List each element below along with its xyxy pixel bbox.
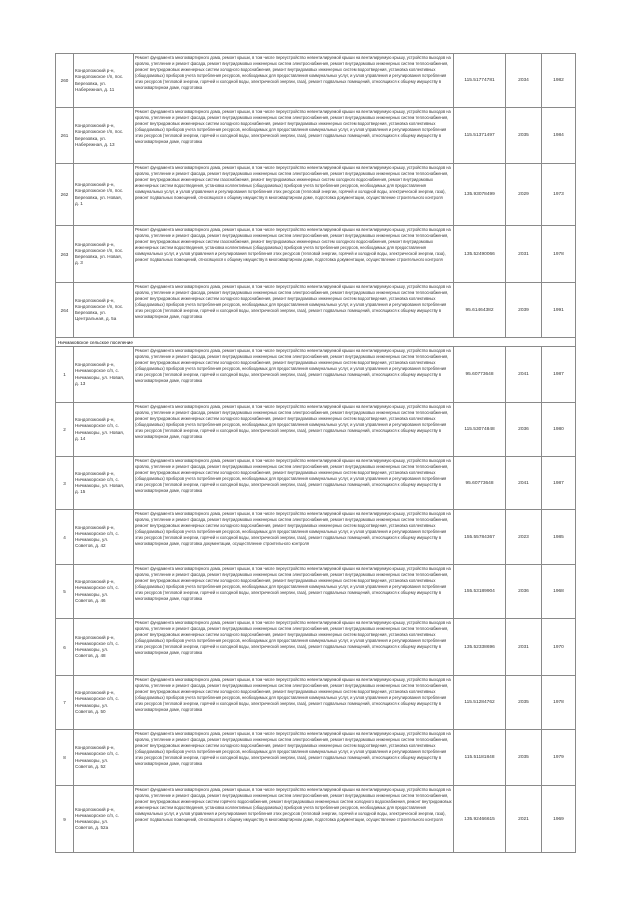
section-header-row [56,338,576,347]
planned-year-cell: 2041 [506,457,542,510]
section-title: Ничмаковское сельское поселение [56,338,454,347]
works-list-cell: Ремонт фундамента многоквартирного дома, ремонт крыши, в том числе переустройство невентилируемой крыши на вентилируемую крышу, устройство выходов на кровлю, утепление и ремонт фасада, ремонт внутридомовых инженерных систем электроснабжения, ремонт внутридомовых инженерных систем теплоснабжения, ремонт внутридомовых инженерных систем газоснабжения, ремонт внутридомовых инженерных систем холодного водоснабжения, ремонт внутридомовых инженерных систем водоотведения, установка коллективных (общедомовых) приборов учета потребления ресурсов, необходимых для предоставления коммунальных услуг, и узлов управления и регулирования потребления этих ресурсов (тепловой энергии, горячей и холодной воды, электрической энергии, газа), ремонт подвальных помещений, относящихся к общему имуществу в многоквартирном доме, подготовка документации, осуществление строительного контроля [134,226,454,283]
works-list-cell: Ремонт фундамента многоквартирного дома, ремонт крыши, в том числе переустройство невентилируемой крыши на вентилируемую крышу, устройство выходов на кровлю, утепление и ремонт фасада, ремонт внутридомовых инженерных систем электроснабжения, ремонт внутридомовых инженерных систем теплоснабжения, ремонт внутридомовых инженерных систем холодного водоснабжения, ремонт внутридомовых инженерных систем водоотведения, установка коллективных (общедомовых) приборов учета потребления ресурсов, необходимых для предоставления коммунальных услуг, и узлов управления и регулирования потребления этих ресурсов (тепловой энергии, горячей и холодной воды, электрической энергии, газа), ремонт подвальных помещений, относящихся к общему имуществу в многоквартирном доме, подготовка [134,54,454,108]
build-year-cell: 1979 [542,730,576,786]
row-number-cell: 263 [56,226,74,283]
row-number-cell: 260 [56,54,74,108]
row-number-cell: 264 [56,283,74,338]
build-year-cell: 1987 [542,347,576,403]
build-year-cell: 1980 [542,403,576,457]
planned-year-cell: 2036 [506,565,542,619]
planned-year-cell: 2031 [506,619,542,676]
table-row [56,403,576,457]
build-year-cell: 1970 [542,619,576,676]
address-cell: Кондопожский р-н, Кондопожское г/п, пос. Березовка, ул. Новая, д. 3 [74,226,134,283]
works-list-cell: Ремонт фундамента многоквартирного дома, ремонт крыши, в том числе переустройство невентилируемой крыши на вентилируемую крышу, устройство выходов на кровлю, утепление и ремонт фасада, ремонт внутридомовых инженерных систем электроснабжения, ремонт внутридомовых инженерных систем теплоснабжения, ремонт внутридомовых инженерных систем холодного водоснабжения, ремонт внутридомовых инженерных систем водоотведения, установка коллективных (общедомовых) приборов учета потребления ресурсов, необходимых для предоставления коммунальных услуг, и узлов управления и регулирования потребления этих ресурсов (тепловой энергии, горячей и холодной воды, электрической энергии, газа), ремонт подвальных помещений, относящихся к общему имуществу в многоквартирном доме, подготовка [134,676,454,730]
cost-cell: 135.52490066 [454,226,506,283]
table-row [56,347,576,403]
address-cell: Кондопожский р-н, Ничмакорское с/п, с. Ничмакоры, ул. Новая, д. 13 [74,347,134,403]
planned-year-cell: 2031 [506,226,542,283]
table-row [56,54,576,108]
table-row [56,565,576,619]
build-year-cell: 1978 [542,226,576,283]
capital-repair-table [55,53,576,853]
row-number-cell: 1 [56,347,74,403]
planned-year-cell: 2023 [506,510,542,565]
planned-year-cell: 2036 [506,403,542,457]
section-header-group [56,338,576,347]
row-number-cell: 4 [56,510,74,565]
table-row [56,226,576,283]
row-number-cell: 3 [56,457,74,510]
planned-year-cell: 2041 [506,347,542,403]
cost-cell: 95.60773648 [454,347,506,403]
works-list-cell: Ремонт фундамента многоквартирного дома, ремонт крыши, в том числе переустройство невентилируемой крыши на вентилируемую крышу, устройство выходов на кровлю, утепление и ремонт фасада, ремонт внутридомовых инженерных систем электроснабжения, ремонт внутридомовых инженерных систем теплоснабжения, ремонт внутридомовых инженерных систем холодного водоснабжения, ремонт внутридомовых инженерных систем водоотведения, установка коллективных (общедомовых) приборов учета потребления ресурсов, необходимых для предоставления коммунальных услуг, и узлов управления и регулирования потребления этих ресурсов (тепловой энергии, горячей и холодной воды, электрической энергии, газа), ремонт подвальных помещений, относящихся к общему имуществу в многоквартирном доме, подготовка [134,457,454,510]
table-row [56,619,576,676]
planned-year-cell: 2034 [506,54,542,108]
build-year-cell: 1987 [542,457,576,510]
row-number-cell: 9 [56,786,74,853]
table-row [56,108,576,164]
cost-cell: 135.52338696 [454,619,506,676]
section-spacer [506,338,542,347]
address-cell: Кондопожский р-н, Ничмакорское с/п, с. Ничмакоры, ул. Советов, д. 42 [74,510,134,565]
planned-year-cell: 2021 [506,786,542,853]
row-number-cell: 5 [56,565,74,619]
planned-year-cell: 2035 [506,676,542,730]
table-row [56,164,576,226]
works-list-cell: Ремонт фундамента многоквартирного дома, ремонт крыши, в том числе переустройство невентилируемой крыши на вентилируемую крышу, устройство выходов на кровлю, утепление и ремонт фасада, ремонт внутридомовых инженерных систем электроснабжения, ремонт внутридомовых инженерных систем теплоснабжения, ремонт внутридомовых инженерных систем горячего водоснабжения, ремонт внутридомовых инженерных систем холодного водоснабжения, ремонт внутридомовых инженерных систем водоотведения, установка коллективных (общедомовых) приборов учета потребления ресурсов, необходимых для предоставления коммунальных услуг, и узлов управления и регулирования потребления этих ресурсов (тепловой энергии, горячей и холодной воды, электрической энергии, газа), ремонт подвальных помещений, относящихся к общему имуществу в многоквартирном доме, подготовка документации, осуществление строительного контроля [134,786,454,853]
row-number-cell: 2 [56,403,74,457]
cost-cell: 95.60773648 [454,457,506,510]
cost-cell: 155.53189904 [454,565,506,619]
address-cell: Кондопожский р-н, Ничмакорское с/п, с. Ничмакоры, ул. Советов, д. 52 [74,730,134,786]
row-number-cell: 7 [56,676,74,730]
table-row [56,510,576,565]
works-list-cell: Ремонт фундамента многоквартирного дома, ремонт крыши, в том числе переустройство невентилируемой крыши на вентилируемую крышу, устройство выходов на кровлю, утепление и ремонт фасада, ремонт внутридомовых инженерных систем электроснабжения, ремонт внутридомовых инженерных систем теплоснабжения, ремонт внутридомовых инженерных систем холодного водоснабжения, ремонт внутридомовых инженерных систем водоотведения, установка коллективных (общедомовых) приборов учета потребления ресурсов, необходимых для предоставления коммунальных услуг, и узлов управления и регулирования потребления этих ресурсов (тепловой энергии, горячей и холодной воды, электрической энергии, газа), ремонт подвальных помещений, относящихся к общему имуществу в многоквартирном доме, подготовка [134,403,454,457]
section-spacer [454,338,506,347]
address-cell: Кондопожский р-н, Ничмакорское с/п, с. Ничмакоры, ул. Новая, д. 15 [74,457,134,510]
address-cell: Кондопожский р-н, Ничмакорское с/п, с. Ничмакоры, ул. Советов, д. 50 [74,676,134,730]
planned-year-cell: 2039 [506,283,542,338]
cost-cell: 135.92466615 [454,786,506,853]
planned-year-cell: 2035 [506,730,542,786]
table-row [56,730,576,786]
works-list-cell: Ремонт фундамента многоквартирного дома, ремонт крыши, в том числе переустройство невентилируемой крыши на вентилируемую крышу, устройство выходов на кровлю, утепление и ремонт фасада, ремонт внутридомовых инженерных систем электроснабжения, ремонт внутридомовых инженерных систем теплоснабжения, ремонт внутридомовых инженерных систем холодного водоснабжения, ремонт внутридомовых инженерных систем водоотведения, установка коллективных (общедомовых) приборов учета потребления ресурсов, необходимых для предоставления коммунальных услуг, и узлов управления и регулирования потребления этих ресурсов (тепловой энергии, горячей и холодной воды, электрической энергии, газа), ремонт подвальных помещений, относящихся к общему имуществу в многоквартирном доме, подготовка документации, осуществление строительного контроля [134,510,454,565]
build-year-cell: 1968 [542,565,576,619]
build-year-cell: 1978 [542,676,576,730]
address-cell: Кондопожский р-н, Ничмакорское с/п, с. Ничмакоры, ул. Новая, д. 14 [74,403,134,457]
table-row [56,283,576,338]
row-number-cell: 261 [56,108,74,164]
address-cell: Кондопожский р-н, Кондопожское г/п, пос. Березовка, ул. Новая, д. 1 [74,164,134,226]
document-sheet [55,53,575,853]
build-year-cell: 1973 [542,164,576,226]
works-list-cell: Ремонт фундамента многоквартирного дома, ремонт крыши, в том числе переустройство невентилируемой крыши на вентилируемую крышу, устройство выходов на кровлю, утепление и ремонт фасада, ремонт внутридомовых инженерных систем электроснабжения, ремонт внутридомовых инженерных систем теплоснабжения, ремонт внутридомовых инженерных систем газоснабжения, ремонт внутридомовых инженерных систем холодного водоснабжения, ремонт внутридомовых инженерных систем водоотведения, установка коллективных (общедомовых) приборов учета потребления ресурсов, необходимых для предоставления коммунальных услуг, и узлов управления и регулирования потребления этих ресурсов (тепловой энергии, горячей и холодной воды, электрической энергии, газа), ремонт подвальных помещений, относящихся к общему имуществу в многоквартирном доме, подготовка документации, осуществление строительного контроля [134,164,454,226]
build-year-cell: 1982 [542,54,576,108]
cost-cell: 115.51181848 [454,730,506,786]
planned-year-cell: 2029 [506,164,542,226]
section-spacer [542,338,576,347]
works-list-cell: Ремонт фундамента многоквартирного дома, ремонт крыши, в том числе переустройство невентилируемой крыши на вентилируемую крышу, устройство выходов на кровлю, утепление и ремонт фасада, ремонт внутридомовых инженерных систем электроснабжения, ремонт внутридомовых инженерных систем теплоснабжения, ремонт внутридомовых инженерных систем холодного водоснабжения, ремонт внутридомовых инженерных систем водоотведения, установка коллективных (общедомовых) приборов учета потребления ресурсов, необходимых для предоставления коммунальных услуг, и узлов управления и регулирования потребления этих ресурсов (тепловой энергии, горячей и холодной воды, электрической энергии, газа), ремонт подвальных помещений, относящихся к общему имуществу в многоквартирном доме, подготовка [134,730,454,786]
row-number-cell: 262 [56,164,74,226]
address-cell: Кондопожский р-н, Ничмакорское с/п, с. Ничмакоры, ул. Советов, д. 46 [74,565,134,619]
cost-cell: 115.51774781 [454,54,506,108]
planned-year-cell: 2035 [506,108,542,164]
works-list-cell: Ремонт фундамента многоквартирного дома, ремонт крыши, в том числе переустройство невентилируемой крыши на вентилируемую крышу, устройство выходов на кровлю, утепление и ремонт фасада, ремонт внутридомовых инженерных систем электроснабжения, ремонт внутридомовых инженерных систем теплоснабжения, ремонт внутридомовых инженерных систем холодного водоснабжения, ремонт внутридомовых инженерных систем водоотведения, установка коллективных (общедомовых) приборов учета потребления ресурсов, необходимых для предоставления коммунальных услуг, и узлов управления и регулирования потребления этих ресурсов (тепловой энергии, горячей и холодной воды, электрической энергии, газа), ремонт подвальных помещений, относящихся к общему имуществу в многоквартирном доме, подготовка [134,108,454,164]
works-list-cell: Ремонт фундамента многоквартирного дома, ремонт крыши, в том числе переустройство невентилируемой крыши на вентилируемую крышу, устройство выходов на кровлю, утепление и ремонт фасада, ремонт внутридомовых инженерных систем электроснабжения, ремонт внутридомовых инженерных систем теплоснабжения, ремонт внутридомовых инженерных систем холодного водоснабжения, ремонт внутридомовых инженерных систем водоотведения, установка коллективных (общедомовых) приборов учета потребления ресурсов, необходимых для предоставления коммунальных услуг, и узлов управления и регулирования потребления этих ресурсов (тепловой энергии, горячей и холодной воды, электрической энергии, газа), ремонт подвальных помещений, относящихся к общему имуществу в многоквартирном доме, подготовка [134,283,454,338]
address-cell: Кондопожский р-н, Кондопожское г/п, пос. Березовка, ул. Набережная, д. 11 [74,54,134,108]
address-cell: Кондопожский р-н, Кондопожское г/п, пос. Березовка, ул. Центральная, д. 5а [74,283,134,338]
build-year-cell: 1969 [542,786,576,853]
address-cell: Кондопожский р-н, Кондопожское г/п, пос. Березовка, ул. Набережная, д. 13 [74,108,134,164]
works-list-cell: Ремонт фундамента многоквартирного дома, ремонт крыши, в том числе переустройство невентилируемой крыши на вентилируемую крышу, устройство выходов на кровлю, утепление и ремонт фасада, ремонт внутридомовых инженерных систем электроснабжения, ремонт внутридомовых инженерных систем теплоснабжения, ремонт внутридомовых инженерных систем холодного водоснабжения, ремонт внутридомовых инженерных систем водоотведения, установка коллективных (общедомовых) приборов учета потребления ресурсов, необходимых для предоставления коммунальных услуг, и узлов управления и регулирования потребления этих ресурсов (тепловой энергии, горячей и холодной воды, электрической энергии, газа), ремонт подвальных помещений, относящихся к общему имуществу в многоквартирном доме, подготовка [134,347,454,403]
cost-cell: 115.51371497 [454,108,506,164]
table-body-top [56,54,576,338]
address-cell: Кондопожский р-н, Ничмакорское с/п, с. Ничмакоры, ул. Советов, д. 48 [74,619,134,676]
works-list-cell: Ремонт фундамента многоквартирного дома, ремонт крыши, в том числе переустройство невентилируемой крыши на вентилируемую крышу, устройство выходов на кровлю, утепление и ремонт фасада, ремонт внутридомовых инженерных систем электроснабжения, ремонт внутридомовых инженерных систем теплоснабжения, ремонт внутридомовых инженерных систем холодного водоснабжения, ремонт внутридомовых инженерных систем водоотведения, установка коллективных (общедомовых) приборов учета потребления ресурсов, необходимых для предоставления коммунальных услуг, и узлов управления и регулирования потребления этих ресурсов (тепловой энергии, горячей и холодной воды, электрической энергии, газа), ремонт подвальных помещений, относящихся к общему имуществу в многоквартирном доме, подготовка [134,619,454,676]
build-year-cell: 1984 [542,108,576,164]
cost-cell: 95.61464382 [454,283,506,338]
build-year-cell: 1985 [542,510,576,565]
table-row [56,457,576,510]
table-row [56,786,576,853]
cost-cell: 115.51284762 [454,676,506,730]
works-list-cell: Ремонт фундамента многоквартирного дома, ремонт крыши, в том числе переустройство невентилируемой крыши на вентилируемую крышу, устройство выходов на кровлю, утепление и ремонт фасада, ремонт внутридомовых инженерных систем электроснабжения, ремонт внутридомовых инженерных систем теплоснабжения, ремонт внутридомовых инженерных систем холодного водоснабжения, ремонт внутридомовых инженерных систем водоотведения, установка коллективных (общедомовых) приборов учета потребления ресурсов, необходимых для предоставления коммунальных услуг, и узлов управления и регулирования потребления этих ресурсов (тепловой энергии, горячей и холодной воды, электрической энергии, газа), ремонт подвальных помещений, относящихся к общему имуществу в многоквартирном доме, подготовка [134,565,454,619]
build-year-cell: 1991 [542,283,576,338]
address-cell: Кондопожский р-н, Ничмакорское с/п, с. Ничмакоры, ул. Советов, д. 52а [74,786,134,853]
table-row [56,676,576,730]
row-number-cell: 8 [56,730,74,786]
cost-cell: 115.53074848 [454,403,506,457]
row-number-cell: 6 [56,619,74,676]
cost-cell: 135.93078499 [454,164,506,226]
table-body-bottom [56,347,576,853]
cost-cell: 155.55784367 [454,510,506,565]
